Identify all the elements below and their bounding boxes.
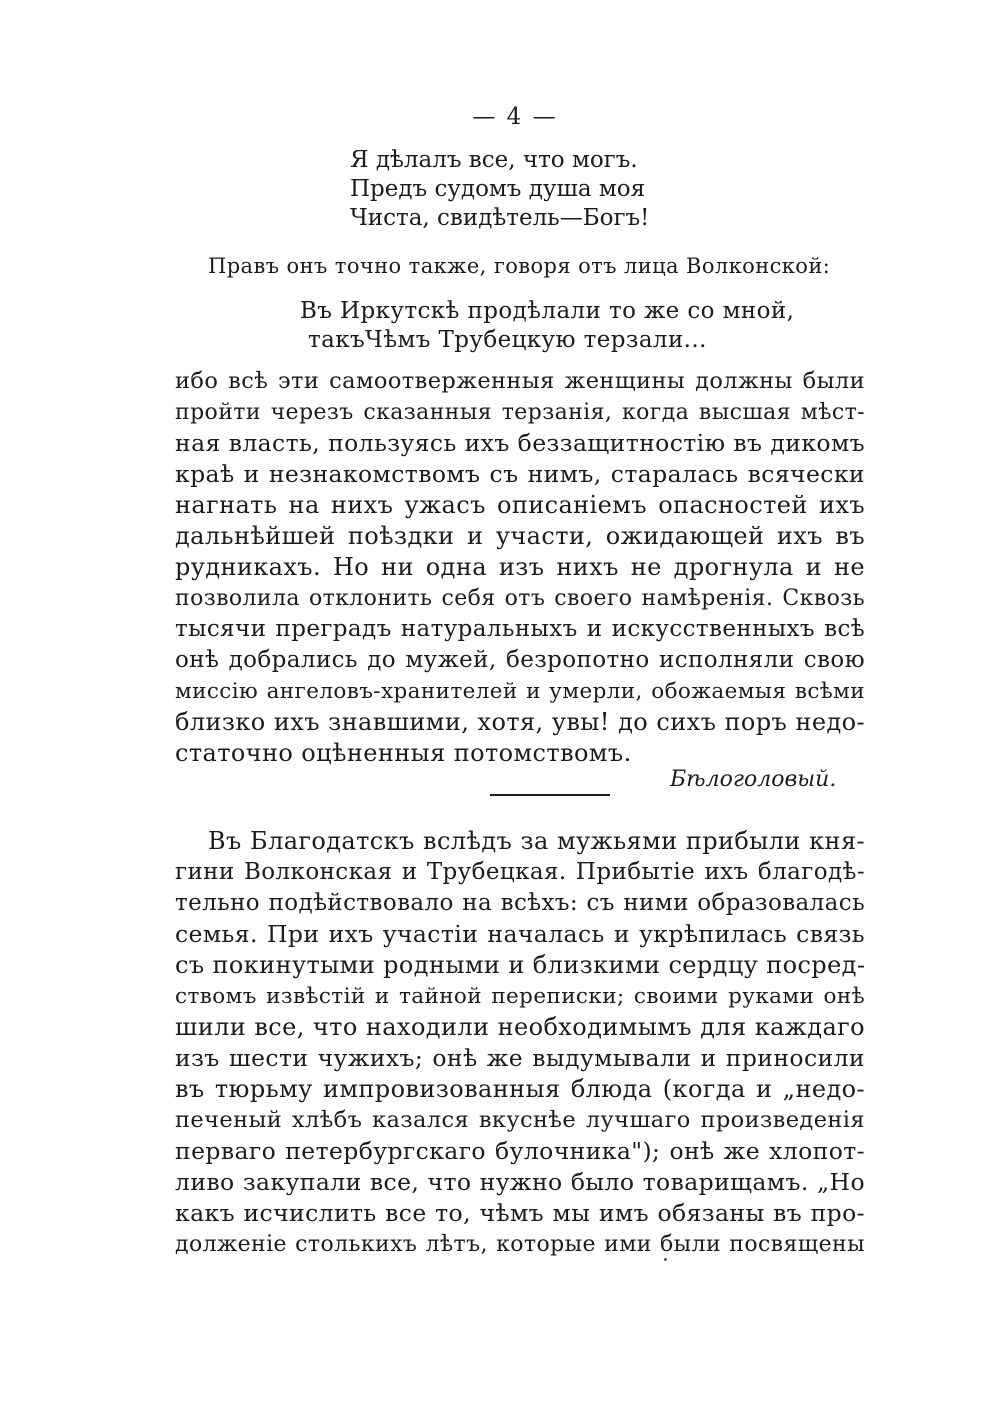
text-line: позволила отклонить себя отъ своего намѣренія. Сквозь xyxy=(175,586,865,611)
scan-speck xyxy=(664,1258,667,1261)
verse-line: Въ Иркутскѣ продѣлали то же со мной, xyxy=(300,298,795,324)
text-line: въ тюрьму импровизованныя блюда (когда и „недо- xyxy=(175,1075,865,1103)
text-line: гини Волконская и Трубецкая. Прибытіе ихъ благодѣ- xyxy=(175,859,865,885)
text-line: изъ шести чужихъ; онѣ же выдумывали и приносили xyxy=(175,1044,865,1072)
text-line: ствомъ извѣстій и тайной переписки; своими руками онѣ xyxy=(175,984,865,1009)
text-line: статочно оцѣненныя потомствомъ. xyxy=(175,739,632,767)
text-line: долженіе столькихъ лѣтъ, которые ими были посвящены xyxy=(175,1232,865,1257)
verse-line: такъЧѣмъ Трубецкую терзали... xyxy=(308,327,707,353)
intro-line: Правъ онъ точно также, говоря отъ лица Волконской: xyxy=(208,254,831,278)
verse-nekrasov-1 xyxy=(350,146,649,233)
text-line: съ покинутыми родными и близкими сердцу посред- xyxy=(175,951,866,979)
text-line: какъ исчислить все то, чѣмъ мы имъ обязаны въ про- xyxy=(175,1199,865,1227)
text-line: печеный хлѣбъ казался вкуснѣе лучшаго произведенія xyxy=(175,1107,865,1133)
verse-line: Я дѣлалъ все, что могъ. xyxy=(350,147,638,173)
verse-line: Предъ судомъ душа моя xyxy=(350,176,646,202)
text-line: рудникахъ. Но ни одна изъ нихъ не дрогнула и не xyxy=(175,553,865,581)
text-line: близко ихъ знавшими, хотя, увы! до сихъ поръ недо- xyxy=(175,708,865,736)
text-line: ливо закупали все, что нужно было товарищамъ. „Но xyxy=(175,1168,865,1196)
text-line: пройти черезъ сказанныя терзанія, когда высшая мѣст- xyxy=(175,400,865,425)
text-line: дальнѣйшей поѣздки и участи, ожидающей ихъ въ xyxy=(175,522,865,550)
text-line: миссію ангеловъ-хранителей и умерли, обожаемыя всѣми xyxy=(175,679,865,704)
author-signature: Бѣлоголовый. xyxy=(670,767,837,792)
text-line: краѣ и незнакомствомъ съ нимъ, старалась всячески xyxy=(175,460,865,488)
section-divider xyxy=(490,794,610,796)
text-line: тельно подѣйствовало на всѣхъ: съ ними образовалась xyxy=(175,890,865,916)
verse-line: Чиста, свидѣтель—Богъ! xyxy=(350,205,650,231)
text-line: нагнать на нихъ ужасъ описаніемъ опасностей ихъ xyxy=(175,491,865,519)
text-line: семья. При ихъ участіи началась и укрѣпилась связь xyxy=(175,920,865,948)
text-line: шили все, что находили необходимымъ для каждаго xyxy=(175,1013,865,1041)
text-line: онѣ добрались до мужей, безропотно исполняли свою xyxy=(175,647,865,673)
text-line: тысячи преградъ натуральныхъ и искусственныхъ всѣ xyxy=(175,616,865,642)
text-line: ибо всѣ эти самоотверженныя женщины должны были xyxy=(175,368,865,394)
text-line: ная власть, пользуясь ихъ беззащитностію въ дикомъ xyxy=(175,429,865,457)
text-line: перваго петербургскаго булочника"); онѣ же хлопот- xyxy=(175,1137,865,1165)
page-number: — 4 — xyxy=(472,104,558,130)
text-line: Въ Благодатскъ вслѣдъ за мужьями прибыли кня- xyxy=(208,827,865,855)
